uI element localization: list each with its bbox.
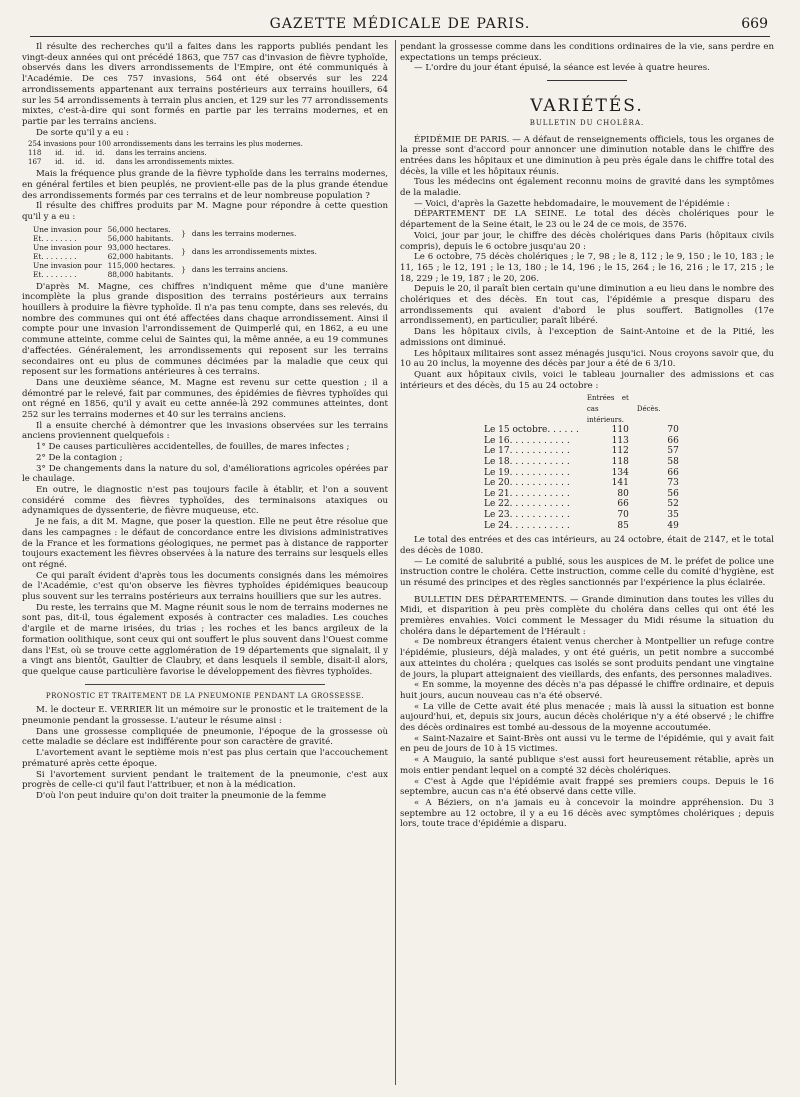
paragraph: Quant aux hôpitaux civils, voici le tableau journalier des admissions et cas intérieurs et des décès, du 15 au 24 octobre :: [400, 369, 774, 391]
paragraph: ÉPIDÉMIE DE PARIS. — A défaut de renseignements officiels, tous les organes de la presse sont d'accord pour annoncer une diminution notable dans le chiffre des entrées dans les hôpitaux et une diminution à peu près égale dans le chiffre total des décès, la ville et les hôpitaux réunis.: [400, 134, 774, 177]
table-cell: 57: [667, 446, 679, 457]
daily-cholera-table: [480, 393, 683, 531]
table-cell: Le 24. . . . . . . . . . .: [484, 520, 570, 531]
table-cell: 118: [28, 148, 42, 157]
table-header-cell: Entrées et cas intérieurs.: [586, 394, 629, 424]
invasion-stats-table: [26, 140, 305, 166]
table-cell: dans les arrondissements mixtes.: [191, 247, 317, 257]
table-row: [26, 149, 305, 158]
paragraph: Il résulte des recherches qu'il a faites dans les rapports publiés pendant les vingt-deux années qui ont précédé 1863, que 757 cas d'invasion de fièvre typhoïde, observés dans les divers arrondissements de l'Empire, ont été communiqués à l'Académie. De ces 757 invasions, 564 ont été observés sur les 224 arrondissements appartenant aux terrains postérieurs aux terrains houillers, 64 sur les 54 arrondissements à terrain plus ancien, et 129 sur les 77 arrondissements mixtes, c'est-à-dire qui sont formés en partie par les terrains modernes, et en partie par les terrains anciens.: [22, 42, 388, 127]
table-cell: Et. . . . . . . .: [33, 251, 77, 261]
page-header: [30, 12, 770, 37]
table-header-cell: [480, 393, 583, 425]
paragraph: pendant la grossesse comme dans les conditions ordinaires de la vie, sans perdre en expectations un temps précieux.: [400, 42, 774, 63]
brace-icon: }: [181, 247, 186, 257]
table-cell: Le 21. . . . . . . . . . .: [484, 488, 570, 499]
table-row: [30, 243, 320, 252]
paragraph: « A Béziers, on n'a jamais eu à concevoir la moindre appréhension. Du 3 septembre au 12 octobre, il y a eu 16 décès avec symptômes cholériques ; depuis lors, toute trace d'épidémie a disparu.: [400, 797, 774, 830]
table-cell: 56: [667, 488, 679, 499]
table-cell: 73: [667, 478, 679, 489]
table-row: [480, 468, 683, 479]
paragraph: De sorte qu'il y a eu :: [36, 127, 129, 138]
table-row: [480, 510, 683, 521]
brace-icon: }: [181, 229, 186, 239]
table-row: [480, 425, 683, 436]
table-cell: 56,000 hectares.: [107, 224, 171, 234]
paragraph: « La ville de Cette avait été plus menacée ; mais là aussi la situation est bonne aujourd'hui, et, depuis six jours, aucun décès cholérique n'y a été observé ; le chiffre des décès ordinaires est tombé au-dessous de la moyenne accoutumée.: [400, 701, 774, 734]
section-heading: PRONOSTIC ET TRAITEMENT DE LA PNEUMONIE PENDANT LA GROSSESSE.: [45, 691, 365, 700]
column-divider: [395, 40, 396, 1085]
paragraph: — L'ordre du jour étant épuisé, la séance est levée à quatre heures.: [414, 63, 710, 74]
paragraph: D'où l'on peut induire qu'on doit traiter la pneumonie de la femme: [36, 790, 327, 801]
table-cell: 141: [611, 478, 629, 489]
paragraph: Du reste, les terrains que M. Magne réunit sous le nom de terrains modernes ne sont pas, dit-il, tous également exposés à contracter ces maladies. Les couches d'argile et de marne irisées, du trias ; les roches et les bancs argileux de la formation oolithique, sont ceux qui ont souffert le plus souvent dans l'Ouest comme dans l'Est, où se trouve cette agglomération de 19 départements que signalait, il y a vingt ans bientôt, Gaultier de Claubry, et dans lesquels il semble, disait-il alors, que quelque cause particulière favorise le développement des fièvres typhoïdes.: [22, 602, 388, 677]
table-cell: id.: [75, 148, 85, 157]
table-cell: 134: [611, 467, 629, 478]
section-heading: BULLETIN DU CHOLÉRA.: [529, 118, 645, 127]
right-column: [400, 42, 774, 830]
table-row: [480, 478, 683, 489]
table-cell: 66: [667, 435, 679, 446]
paragraph: — Le comité de salubrité a publié, sous les auspices de M. le préfet de police une instruction contre le choléra. Cette instruction, comme celle du comité d'hygiène, est un résumé des principes et des règles sanctionnés par l'expérience la plus éclairée.: [400, 556, 774, 588]
paragraph: « Saint-Nazaire et Saint-Brès ont aussi vu le terme de l'épidémie, qui y avait fait en peu de jours de 10 à 15 victimes.: [400, 733, 774, 755]
paragraph: Le 6 octobre, 75 décès cholériques ; le 7, 98 ; le 8, 112 ; le 9, 150 ; le 10, 183 ; le 11, 165 ; le 12, 191 ; le 13, 180 ; le 14, 196 ; le 15, 264 ; le 16, 216 ; le 17, 215 ; le 18, 229 ; le 19, 187 ; le 20, 206.: [400, 252, 774, 284]
table-cell: Une invasion pour: [33, 242, 102, 252]
table-row: [480, 521, 683, 532]
paragraph: Il a ensuite cherché à démontrer que les invasions observées sur les terrains anciens proviennent quelquefois :: [22, 420, 388, 442]
table-cell: dans les terrains anciens.: [191, 265, 288, 275]
table-cell: 85: [617, 520, 629, 531]
table-cell: Une invasion pour: [33, 224, 102, 234]
hectares-table: [30, 225, 320, 279]
paragraph: Dans les hôpitaux civils, à l'exception de Saint-Antoine et de la Pitié, les admissions ont diminué.: [400, 327, 774, 348]
paragraph: 3° De changements dans la nature du sol, d'améliorations agricoles opérées par le chaulage.: [22, 463, 388, 485]
table-cell: 88,000 habitants.: [107, 269, 174, 279]
left-column: [22, 42, 388, 802]
paragraph: Dans une deuxième séance, M. Magne est revenu sur cette question ; il a démontré par le relevé, fait par communes, des épidémies de fièvres typhoïdes qui ont régné en 1856, qu'il y avait eu cette année-là 292 communes atteintes, dont 252 sur les terrains modernes et 40 sur les terrains anciens.: [22, 377, 388, 421]
table-row: [480, 499, 683, 510]
table-cell: Et. . . . . . . .: [33, 233, 77, 243]
paragraph: M. le docteur E. VERRIER lit un mémoire sur le pronostic et le traitement de la pneumonie pendant la grossesse. L'auteur le résume ainsi :: [22, 705, 388, 727]
table-cell: id.: [95, 157, 105, 166]
paragraph: Depuis le 20, il paraît bien certain qu'une diminution a eu lieu dans le nombre des cholériques et des décès. En tout cas, l'épidémie a presque disparu des arrondissements qui avaient d'abord le plus souffert. Batignolles (17e arrondissement), en particulier, paraît libéré.: [400, 284, 774, 327]
paragraph: Les hôpitaux militaires sont assez ménagés jusqu'ici. Nous croyons savoir que, du 10 au 20 inclus, la moyenne des décès par jour a été de 6 3/10.: [400, 348, 774, 370]
paragraph: « C'est à Agde que l'épidémie avait frappé ses premiers coups. Depuis le 16 septembre, aucun cas n'a été observé dans cette ville.: [400, 776, 774, 798]
table-cell: 115,000 hectares.: [107, 260, 176, 270]
brace-icon: }: [181, 265, 186, 275]
paragraph: Il résulte des chiffres produits par M. Magne pour répondre à cette question qu'il y a eu :: [22, 201, 388, 222]
paragraph: « De nombreux étrangers étaient venus chercher à Montpellier un refuge contre l'épidémie, plusieurs, déjà malades, y ont été guéris, un petit nombre a succombé aux atteintes du choléra ; quelques cas isolés se sont produits pendant une vingtaine de jours, la plupart atteignaient des vieillards, des enfants, des personnes maladives.: [400, 637, 774, 680]
table-row: [26, 140, 305, 149]
table-cell: 70: [617, 509, 629, 520]
table-cell: 113: [611, 435, 629, 446]
table-cell: Le 18. . . . . . . . . . .: [484, 456, 570, 467]
table-cell: 112: [611, 446, 629, 457]
table-row: [26, 158, 305, 167]
paragraph: Si l'avortement survient pendant le traitement de la pneumonie, c'est aux progrès de celle-ci qu'il faut l'attribuer, et non à la médication.: [22, 769, 388, 791]
table-cell: 49: [667, 520, 679, 531]
table-row: [30, 261, 320, 270]
table-cell: Une invasion pour: [33, 260, 102, 270]
table-cell: 80: [617, 488, 629, 499]
table-cell: 118: [611, 456, 629, 467]
table-cell: 35: [667, 509, 679, 520]
paragraph: Dans une grossesse compliquée de pneumonie, l'époque de la grossesse où cette maladie se déclare est indifférente pour son caractère de gravité.: [22, 726, 388, 748]
table-row: [480, 489, 683, 500]
table-cell: id.: [95, 148, 105, 157]
table-row: [480, 457, 683, 468]
table-cell: id.: [55, 157, 65, 166]
table-cell: Le 23. . . . . . . . . . .: [484, 509, 570, 520]
table-cell: 62,000 habitants.: [107, 251, 174, 261]
paragraph: 2° De la contagion ;: [36, 452, 123, 463]
table-cell: 58: [667, 456, 679, 467]
table-cell: 167: [28, 157, 42, 166]
paragraph: Je ne fais, a dit M. Magne, que poser la question. Elle ne peut être résolue que dans les campagnes : le défaut de concordance entre les divisions administratives de la France et les formations géologiques, ne permet pas à distance de rapporter toujours exactement les fièvres observées à la nature des terrains sur lesquels elles ont régné.: [22, 517, 388, 570]
paragraph: D'après M. Magne, ces chiffres n'indiquent même que d'une manière incomplète la plus grande disposition des terrains postérieurs aux terrains houillers à produire la fièvre typhoïde. Il n'a pas tenu compte, dans ses relevés, du nombre des communes qui ont été affectées dans chaque arrondissement. Ainsi il compte pour une invasion l'arrondissement de Quimperlé qui, en 1862, a eu une commune atteinte, comme celui de Saintes qui, la même année, a eu 19 communes d'affectées. Généralement, les arrondissements qui reposent sur les terrains secondaires ont eu plus de communes décimées par la maladie que ceux qui reposent sur les formations antérieures à ces terrains.: [22, 281, 388, 378]
paragraph: 1° De causes particulières accidentelles, de fouilles, de mares infectes ;: [36, 442, 350, 453]
table-cell: 70: [667, 425, 679, 436]
section-title: VARIÉTÉS.: [530, 96, 644, 117]
table-cell: dans les terrains modernes.: [191, 229, 297, 239]
table-cell: 254 invasions pour 100 arrondissements dans les terrains les plus modernes.: [28, 140, 303, 149]
paragraph: En outre, le diagnostic n'est pas toujours facile à établir, et l'on a souvent considéré comme des fièvres typhoïdes, des terminaisons ataxiques ou adynamiques de dyssenterie, de fièvre muqueuse, etc.: [22, 484, 388, 517]
table-cell: id.: [75, 157, 85, 166]
paragraph: BULLETIN DES DÉPARTEMENTS. — Grande diminution dans toutes les villes du Midi, et disparition à peu près complète du choléra dans celles qui ont été les premières envahies. Voici comment le Messager du Midi résume la situation du choléra dans le département de l'Hérault :: [400, 594, 774, 637]
table-cell: Et. . . . . . . .: [33, 269, 77, 279]
paragraph: DÉPARTEMENT DE LA SEINE. Le total des décès cholériques pour le département de la Seine était, le 23 ou le 24 de ce mois, de 3576.: [400, 209, 774, 231]
paragraph: Voici, jour par jour, le chiffre des décès cholériques dans Paris (hôpitaux civils compris), depuis le 6 octobre jusqu'au 20 :: [400, 230, 774, 252]
section-divider: [547, 80, 627, 81]
table-cell: 93,000 hectares.: [107, 242, 171, 252]
paragraph: L'avortement avant le septième mois n'est pas plus certain que l'accouchement prématuré après cette époque.: [22, 748, 388, 769]
table-row: [480, 446, 683, 457]
paragraph: « En somme, la moyenne des décès n'a pas dépassé le chiffre ordinaire, et depuis huit jours, aucun nouveau cas n'a été observé.: [400, 680, 774, 701]
table-cell: 66: [667, 467, 679, 478]
paragraph: Ce qui paraît évident d'après tous les documents consignés dans les mémoires de l'Académie, c'est qu'on observe les fièvres typhoïdes épidémiques beaucoup plus souvent sur les terrains postérieurs aux terrains houilliers que sur les autres.: [22, 570, 388, 603]
paragraph: Tous les médecins ont également reconnu moins de gravité dans les symptômes de la maladie.: [400, 177, 774, 199]
table-cell: dans les terrains anciens.: [115, 148, 207, 157]
paragraph: « A Mauguio, la santé publique s'est aussi fort heureusement rétablie, après un mois entier pendant lequel on a compté 32 décès cholériques.: [400, 755, 774, 776]
table-cell: Le 16. . . . . . . . . . .: [484, 435, 570, 446]
page-number: 669: [741, 16, 768, 32]
table-cell: Le 22. . . . . . . . . . .: [484, 499, 570, 510]
paragraph: — Voici, d'après la Gazette hebdomadaire, le mouvement de l'épidémie :: [414, 198, 730, 209]
table-cell: Le 20. . . . . . . . . . .: [484, 478, 570, 489]
table-cell: 66: [617, 499, 629, 510]
table-cell: Le 15 octobre. . . . . .: [484, 425, 579, 436]
section-divider: [85, 684, 325, 685]
paragraph: Mais la fréquence plus grande de la fièvre typhoïde dans les terrains modernes, en général fertiles et bien peuplés, ne provient-elle pas de la plus grande étendue des arrondissements formés par ces terrains et de leur nombreuse population ?: [22, 169, 388, 201]
table-cell: 56,000 habitants.: [107, 233, 174, 243]
table-cell: Le 17. . . . . . . . . . .: [484, 446, 570, 457]
table-cell: Le 19. . . . . . . . . . .: [484, 467, 570, 478]
table-row: [30, 225, 320, 234]
table-cell: 110: [611, 425, 629, 436]
table-header-row: [480, 393, 683, 425]
paragraph: Le total des entrées et des cas intérieurs, au 24 octobre, était de 2147, et le total des décès de 1080.: [400, 535, 774, 556]
table-cell: 52: [667, 499, 679, 510]
table-cell: dans les arrondissements mixtes.: [115, 157, 235, 166]
table-cell: id.: [55, 148, 65, 157]
journal-title: GAZETTE MÉDICALE DE PARIS.: [269, 16, 531, 32]
table-row: [480, 436, 683, 447]
table-header-cell: Décès.: [636, 404, 661, 413]
